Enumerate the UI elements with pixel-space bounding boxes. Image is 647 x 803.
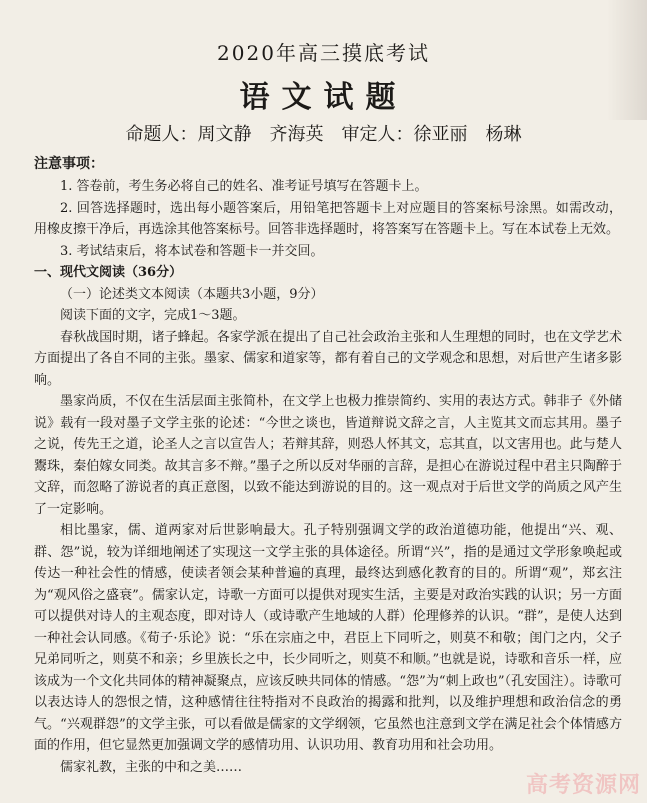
notice-item-2: 2. 回答选择题时，选出每小题答案后，用铅笔把答题卡上对应题目的答案标号涂黑。如需改动，用橡皮擦干净后，再选涂其他答案标号。回答非选择题时，将答案写在答题卡上。写在本试卷上无效。 (34, 200, 622, 237)
notice-item-1: 1. 答卷前，考生务必将自己的姓名、准考证号填写在答题卡上。 (60, 179, 428, 194)
notice-item-3: 3. 考试结束后，将本试卷和答题卡一并交回。 (60, 243, 324, 259)
subject-title: 语文试题 (239, 80, 408, 115)
passage-paragraph-1: 春秋战国时期，诸子蜂起。各家学派在提出了自己社会政治主张和人生理想的同时，也在文学艺术方面提出了各自不同的主张。墨家、儒家和道家等，都有着自己的文学观念和思想，对后世产生诸多影响。 (34, 329, 622, 388)
document-body (34, 176, 622, 778)
notice-heading: 注意事项： (34, 156, 104, 172)
authors-line: 命题人：周文静 齐海英 审定人：徐亚丽 杨琳 (125, 124, 522, 145)
reading-instruction: 阅读下面的文字，完成1～3题。 (60, 308, 246, 323)
passage-paragraph-3: 相比墨家，儒、道两家对后世影响最大。孔子特别强调文学的政治道德功能，他提出“兴、观、群、怨”说，较为详细地阐述了实现这一文学主张的具体途径。所谓“兴”，指的是通过文学形象唤起或传达一种社会性的情感，使读者领会某种普遍的真理，最终达到感化教育的目的。所谓“观”，郑玄注为“观风俗之盛衰”。儒家认定，诗歌一方面可以提供对现实生活，主要是对政治实践的认识；另一方面可以提供对诗人的主观态度，即对诗人（或诗歌产生地域的人群）伦理修养的认识。“群”，是使人达到一种社会认同感。《荀子·乐论》说：“乐在宗庙之中，君臣上下同听之，则莫不和敬；闺门之内，父子兄弟同听之，则莫不和亲；乡里族长之中，长少同听之，则莫不和顺。”也就是说，诗歌和音乐一样，应该成为一个文化共同体的精神凝聚点，应该反映共同体的情感。“怨”为“刺上政也”（孔安国注）。诗歌可以表达诗人的怨恨之情，这种感情往往特指对不良政治的揭露和批判，以及维护理想和政治信念的勇气。“兴观群怨”的文学主张，可以看做是儒家的文学纲领，它虽然也注意到文学在满足社会个体情感方面的作用，但它显然更加强调文学的感情功用、认识功用、教育功用和社会功用。 (34, 523, 622, 753)
section-title: 一、现代文阅读（36分） (34, 265, 183, 280)
passage-paragraph-2: 墨家尚质，不仅在生活层面主张简朴，在文学上也极力推崇简约、实用的表达方式。韩非子《外储说》载有一段对墨子文学主张的论述：“今世之谈也，皆道辩说文辞之言，人主览其文而忘其用。墨子之说，传先王之道，论圣人之言以宣告人；若辩其辞，则恐人怀其文，忘其直，以文害用也。此与楚人鬻珠，秦伯嫁女同类。故其言多不辩。”墨子之所以反对华丽的言辞，是担心在游说过程中君主只陶醉于文辞，而忽略了游说者的真正意图，以致不能达到游说的目的。这一观点对于后世文学的尚质之风产生了一定影响。 (34, 394, 622, 517)
exam-title: 2020年高三摸底考试 (217, 41, 430, 65)
subsection-title: （一）论述类文本阅读（本题共3小题，9分） (60, 286, 324, 302)
passage-paragraph-4: 儒家礼教，主张的中和之美…… (60, 759, 243, 775)
watermark-logo: 高考资源网 (525, 773, 641, 798)
